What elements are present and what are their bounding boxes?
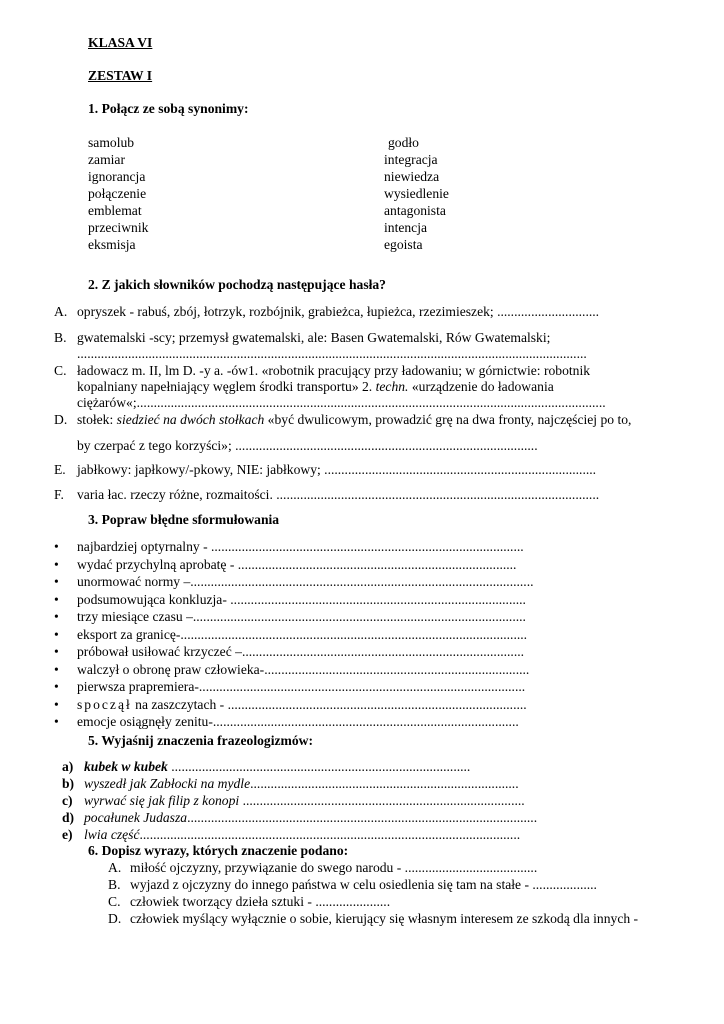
task2-entry-f: varia łac. rzeczy różne, rozmaitości. ............................................................................................... — [77, 487, 600, 502]
task2-letter-c: C. — [54, 363, 67, 378]
synonym-left-item: eksmisja — [88, 237, 136, 252]
item-letter: B. — [108, 877, 121, 892]
task3-title: 3. Popraw błędne sformułowania — [88, 512, 280, 527]
task2-entry-e: jabłkowy: japłkowy/-pkowy, NIE: jabłkowy; ................................................................................ — [77, 462, 597, 477]
text-segment-italic: techn. — [375, 379, 409, 394]
task2-letter-e: E. — [54, 462, 66, 477]
synonym-right-item: integracja — [384, 152, 438, 167]
list-item — [77, 696, 527, 713]
bullet-icon: • — [54, 556, 59, 572]
synonym-right-item: egoista — [384, 237, 423, 252]
task6-title: 6. Dopisz wyrazy, których znaczenie podano: — [88, 843, 349, 858]
synonym-right-item: godło — [388, 135, 419, 150]
bullet-icon: • — [54, 609, 59, 624]
task2-title: 2. Z jakich słowników pochodzą następujące hasła? — [88, 277, 386, 292]
list-item: walczył o obronę praw człowieka-.............................................................................. — [77, 661, 530, 677]
synonym-right-item: niewiedza — [384, 169, 440, 184]
item-letter: c) — [62, 793, 73, 808]
text-segment: stołek: — [77, 412, 117, 427]
list-item: emocje osiągnęły zenitu-.......................................................................................... — [77, 714, 519, 729]
bullet-icon: • — [54, 539, 59, 554]
task2-letter-d: D. — [54, 412, 68, 427]
text-segment-italic: siedzieć na dwóch stołkach — [116, 412, 265, 427]
text-segment: na zaszczytach - ........................................................................................ — [131, 696, 527, 712]
phrase-item — [84, 826, 520, 843]
definition-item: człowiek tworzący dzieła sztuki - ...................... — [130, 894, 391, 909]
bullet-icon: • — [54, 696, 59, 712]
list-item: wydać przychylną aprobatę - .................................................................................. — [77, 556, 517, 572]
phrase: kubek w kubek — [84, 759, 168, 774]
task2-entry-a: opryszek - rabuś, zbój, łotrzyk, rozbójnik, grabieżca, łupieżca, rzezimieszek; .............................. — [77, 304, 600, 319]
task2-entry-d-line2: by czerpać z tego korzyści»; ......................................................................................... — [77, 438, 538, 453]
bullet-icon: • — [54, 679, 59, 694]
answer-dots: ................................................................................... — [239, 793, 525, 808]
phrase-item — [84, 792, 525, 809]
item-letter: b) — [62, 776, 75, 791]
text-segment: «być dwulicowym, prowadzić grę na dwa fronty, najczęściej po to, — [264, 412, 632, 427]
list-item: eksport za granicę-...................................................................................................... — [77, 626, 528, 642]
list-item: trzy miesiące czasu –.................................................................................................. — [77, 609, 526, 624]
definition-item: wyjazd z ojczyzny do innego państwa w celu osiedlenia się tam na stałe - ................... — [130, 877, 597, 892]
text-segment: kopalniany napełniający węglem środki transportu» 2. — [77, 379, 376, 394]
phrase: lwia część — [84, 827, 140, 842]
synonym-left-item: ignorancja — [88, 169, 146, 184]
list-item: pierwsza prapremiera-................................................................................................ — [77, 679, 526, 694]
task5-title: 5. Wyjaśnij znaczenia frazeologizmów: — [88, 733, 314, 748]
synonym-left-item: przeciwnik — [88, 220, 149, 235]
answer-dots: ....................................................................................................... — [187, 810, 538, 825]
answer-dots: ............................................................................... — [250, 776, 519, 791]
synonym-left-item: zamiar — [88, 152, 125, 167]
item-letter: D. — [108, 911, 122, 926]
item-letter: C. — [108, 894, 121, 909]
phrase: pocałunek Judasza — [84, 810, 188, 825]
item-letter: e) — [62, 827, 73, 842]
task2-letter-a: A. — [54, 304, 68, 319]
answer-dots: ................................................................................................................ — [139, 827, 521, 842]
item-letter: a) — [62, 759, 74, 774]
synonym-right-item: antagonista — [384, 203, 446, 218]
item-letter: A. — [108, 860, 122, 875]
bullet-icon: • — [54, 661, 59, 677]
task2-entry-d-line1 — [77, 411, 631, 428]
phrase-item — [84, 758, 470, 775]
task2-entry-c-line3: ciężarów«;.......................................................................................................................................... — [77, 395, 606, 410]
bullet-icon: • — [54, 591, 59, 607]
answer-dots: ........................................................................................ — [167, 759, 471, 774]
task2-entry-c-line1: ładowacz m. II, lm D. -y a. -ów1. «robotnik pracujący przy ładowaniu; w górnictwie: robotnik — [77, 363, 591, 378]
text-segment: «urządzenie do ładowania — [408, 379, 554, 394]
definition-item: człowiek myślący wyłącznie o sobie, kierujący się własnym interesem ze szkodą dla innych - — [130, 911, 639, 926]
phrase-item — [84, 775, 519, 792]
list-item: najbardziej optyrnalny - ............................................................................................ — [77, 539, 524, 554]
list-item: unormować normy –..................................................................................................... — [77, 574, 534, 589]
bullet-icon: • — [54, 644, 59, 659]
synonym-right-item: wysiedlenie — [384, 186, 449, 201]
task2-letter-f: F. — [54, 487, 64, 502]
synonym-left-item: emblemat — [88, 203, 142, 218]
phrase: wyrwać się jak filip z konopi — [84, 793, 240, 808]
class-heading: KLASA VI — [88, 35, 153, 50]
list-item: podsumowująca konkluzja- ....................................................................................... — [77, 591, 526, 607]
bullet-icon: • — [54, 626, 59, 642]
text-segment-spaced: spoczął — [77, 696, 132, 712]
synonym-right-item: intencja — [384, 220, 428, 235]
synonym-left-item: połączenie — [88, 186, 147, 201]
phrase-item — [84, 809, 537, 826]
item-letter: d) — [62, 810, 75, 825]
definition-item: miłość ojczyzny, przywiązanie do swego narodu - ....................................... — [130, 860, 538, 875]
task2-entry-b-line2: ...................................................................................................................................................... — [77, 346, 587, 361]
task1-title: 1. Połącz ze sobą synonimy: — [88, 101, 249, 116]
synonym-left-item: samolub — [88, 135, 135, 150]
task2-letter-b: B. — [54, 330, 67, 345]
set-heading: ZESTAW I — [88, 68, 153, 83]
bullet-icon: • — [54, 574, 59, 589]
list-item: próbował usiłować krzyczeć –................................................................................... — [77, 644, 525, 659]
task2-entry-b-line1: gwatemalski -scy; przemysł gwatemalski, ale: Basen Gwatemalski, Rów Gwatemalski; — [77, 330, 551, 345]
phrase: wyszedł jak Zabłocki na mydle — [84, 776, 251, 791]
bullet-icon: • — [54, 714, 59, 729]
task2-entry-c-line2 — [77, 378, 554, 395]
